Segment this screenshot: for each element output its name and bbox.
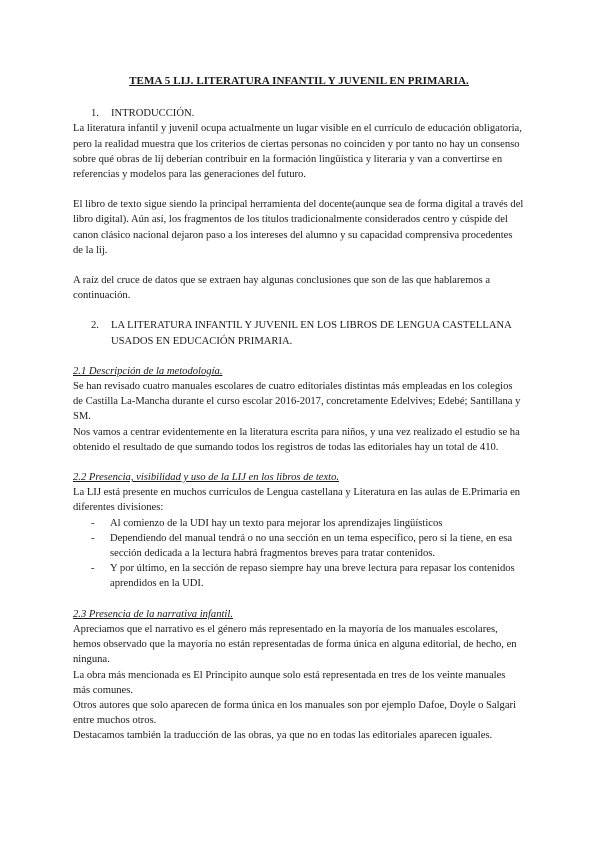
bullet-dash: - <box>91 532 95 544</box>
section-2-heading <box>73 318 525 348</box>
spacer <box>73 455 525 470</box>
list-item-text: Dependiendo del manual tendrá o no una sección en un tema específico, pero si la tiene, en esa sección dedicada a la lectura habrá fragmentos breves para tratar contenidos. <box>110 532 513 560</box>
paragraph: Se han revisado cuatro manuales escolares de cuatro editoriales distintas más empleadas en los colegios de Castilla La-Mancha durante el curso escolar 2016-2017, concretamente Edelvives; Edebé; Santillana y SM. <box>73 381 521 423</box>
spacer <box>73 303 525 318</box>
spacer <box>73 258 525 273</box>
bullet-list <box>73 516 525 592</box>
list-item <box>73 531 525 561</box>
paragraph: Otros autores que solo aparecen de forma única en los manuales son por ejemplo Dafoe, Doyle o Salgari entre muchos otros. <box>73 699 517 727</box>
section-1-number: 1. <box>91 108 99 120</box>
list-item <box>73 561 525 591</box>
subsection-2-3-title: 2.3 Presencia de la narrativa infantil. <box>73 608 233 620</box>
paragraph: El libro de texto sigue siendo la principal herramienta del docente(aunque sea de forma digital a través del libro digital). Aún así, los fragmentos de los títulos tradicionalmente considerados centro y cúspide del canon clásico nacional dejaron paso a los intereses del alumno y su capacidad comprensiva procedentes de la lij. <box>73 199 524 256</box>
section-2-title: LA LITERATURA INFANTIL Y JUVENIL EN LOS LIBROS DE LENGUA CASTELLANA USADOS EN EDUCACIÓN PRIMARIA. <box>111 320 512 347</box>
paragraph: La literatura infantil y juvenil ocupa actualmente un lugar visible en el currículo de educación obligatoria, pero la realidad muestra que los criterios de ciertas personas no coinciden y por tanto no hay un consenso sobre qué obras de lij deberían contribuir en la formación lingüística y literaria y van a convertirse en referencias y modelos para las generaciones del futuro. <box>73 123 522 181</box>
paragraph: Apreciamos que el narrativo es el género más representado en la mayoría de los manuales escolares, hemos observado que la mayoría no están representadas de forma única en alguna editorial, de hecho, en ninguna. <box>73 623 517 666</box>
spacer <box>73 349 525 364</box>
document-title: TEMA 5 LIJ. LITERATURA INFANTIL Y JUVENIL EN PRIMARIA. <box>129 75 469 87</box>
paragraph: Destacamos también la traducción de las obras, ya que no en todas las editoriales aparecen iguales. <box>73 730 493 742</box>
section-1-heading <box>73 106 525 121</box>
spacer <box>73 592 525 607</box>
list-item-text: Al comienzo de la UDI hay un texto para mejorar los aprendizajes lingüísticos <box>110 517 443 529</box>
paragraph: La LIJ está presente en muchos currículos de Lengua castellana y Literatura en las aulas de E.Primaria en diferentes divisiones: <box>73 487 521 514</box>
section-1-title: INTRODUCCIÓN. <box>111 108 195 120</box>
subsection-2-2-title: 2.2 Presencia, visibilidad y uso de la LIJ en los libros de texto. <box>73 472 340 484</box>
document-body <box>73 74 525 744</box>
section-2-number: 2. <box>91 320 99 332</box>
bullet-dash: - <box>91 517 95 529</box>
paragraph: A raíz del cruce de datos que se extraen hay algunas conclusiones que son de las que hablaremos a continuación. <box>73 275 491 302</box>
list-item <box>73 516 525 531</box>
list-item-text: Y por último, en la sección de repaso siempre hay una breve lectura para repasar los contenidos aprendidos en la UDI. <box>110 563 515 590</box>
bullet-dash: - <box>91 563 95 575</box>
spacer <box>73 182 525 197</box>
paragraph: La obra más mencionada es El Principito aunque solo está representada en tres de los veinte manuales más comunes. <box>73 669 506 696</box>
subsection-2-1-title: 2.1 Descripción de la metodología. <box>73 365 223 377</box>
paragraph: Nos vamos a centrar evidentemente en la literatura escrita para niños, y una vez realizado el estudio se ha obtenido el resultado de que sumando todos los registros de todas las editoriales hay un total de 410. <box>73 426 520 453</box>
